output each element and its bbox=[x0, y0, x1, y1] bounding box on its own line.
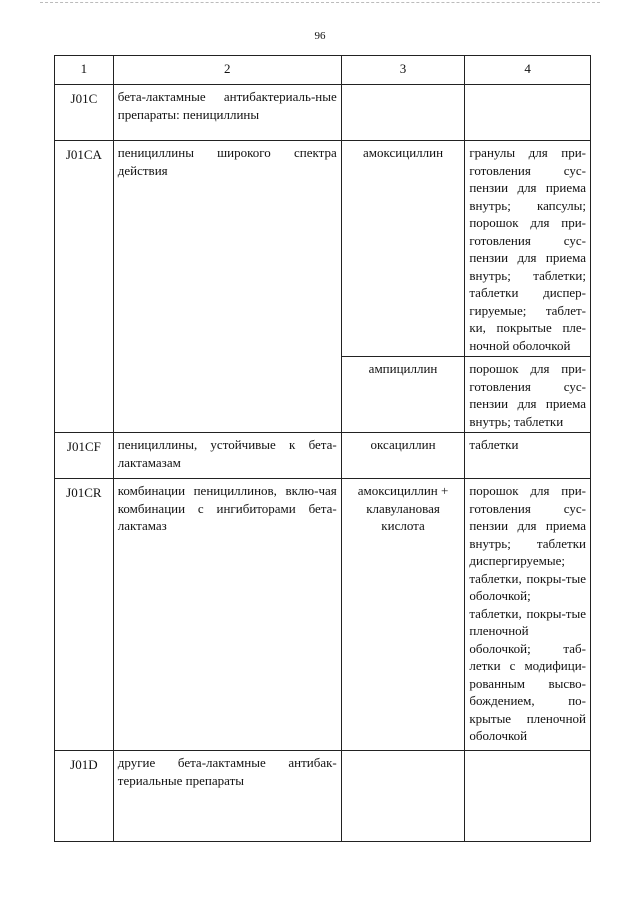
dosage-forms-cell: гранулы для при-готовления сус-пензии для приема внутрь; капсулы; порошок для при-готовления сус-пензии для приема внутрь; таблетки; таблетки диспер-гируемые; таблет-ки, покрытые пле-ночной оболочкой bbox=[465, 141, 591, 357]
table-header-row bbox=[55, 56, 591, 85]
drug-classification-table bbox=[54, 55, 591, 842]
group-description-cell: бета-лактамные антибактериаль-ные препараты: пенициллины bbox=[113, 85, 341, 141]
table-row bbox=[55, 479, 591, 751]
atc-code-cell: J01C bbox=[55, 85, 114, 141]
atc-code-cell: J01D bbox=[55, 751, 114, 842]
table-row bbox=[55, 751, 591, 842]
header-cell: 2 bbox=[113, 56, 341, 85]
dosage-forms-cell: порошок для при-готовления сус-пензии для приема внутрь; таблетки диспергируемые; таблетки, покры-тые оболочкой; таблетки, покры-тые пленочной оболочкой; таб-летки с модифици-рованным высво-бождением, по-крытые пленочной оболочкой bbox=[465, 479, 591, 751]
header-cell: 3 bbox=[341, 56, 465, 85]
drug-name-cell: амоксициллин bbox=[341, 141, 465, 357]
header-cell: 1 bbox=[55, 56, 114, 85]
atc-code-cell: J01CF bbox=[55, 433, 114, 479]
dosage-forms-cell: порошок для при-готовления сус-пензии для приема внутрь; таблетки bbox=[465, 357, 591, 433]
drug-name-cell: ампициллин bbox=[341, 357, 465, 433]
table-row bbox=[55, 85, 591, 141]
scan-top-line bbox=[40, 2, 600, 3]
dosage-forms-cell: таблетки bbox=[465, 433, 591, 479]
group-description-cell: другие бета-лактамные антибак-териальные препараты bbox=[113, 751, 341, 842]
drug-name-cell bbox=[341, 751, 465, 842]
atc-code-cell: J01CA bbox=[55, 141, 114, 433]
group-description-cell: пенициллины широкого спектра действия bbox=[113, 141, 341, 433]
dosage-forms-cell bbox=[465, 85, 591, 141]
group-description-cell: пенициллины, устойчивые к бета-лактамазам bbox=[113, 433, 341, 479]
table-row bbox=[55, 141, 591, 357]
atc-code-cell: J01CR bbox=[55, 479, 114, 751]
page-number: 96 bbox=[314, 30, 326, 42]
drug-name-cell: оксациллин bbox=[341, 433, 465, 479]
header-cell: 4 bbox=[465, 56, 591, 85]
drug-name-cell bbox=[341, 85, 465, 141]
group-description-cell: комбинации пенициллинов, вклю-чая комбинации с ингибиторами бета-лактамаз bbox=[113, 479, 341, 751]
drug-name-cell: амоксициллин + клавулановая кислота bbox=[341, 479, 465, 751]
dosage-forms-cell bbox=[465, 751, 591, 842]
table-row bbox=[55, 433, 591, 479]
